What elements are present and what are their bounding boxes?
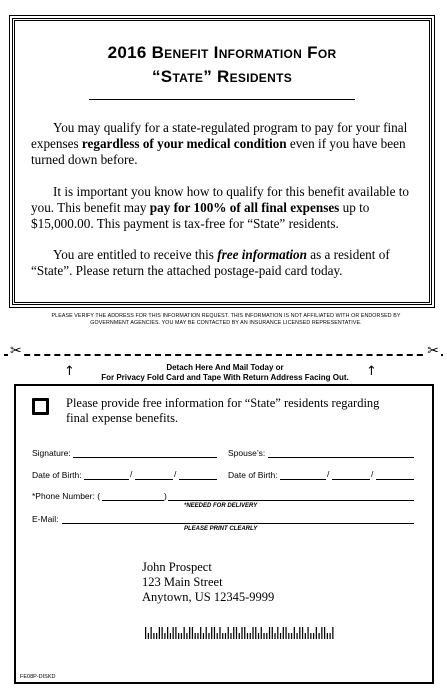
dob-month-field[interactable] <box>84 479 129 480</box>
scissors-icon: ✂ <box>10 344 22 359</box>
address-street: 123 Main Street <box>142 575 223 589</box>
barcode-bar <box>197 633 198 639</box>
barcode-bar <box>195 633 196 639</box>
barcode-bar <box>252 627 253 639</box>
notice-title <box>15 41 429 89</box>
paragraph-text-run: even if you have been turned down before. <box>31 136 406 167</box>
barcode-bar <box>233 627 234 639</box>
barcode-bar <box>263 633 264 639</box>
barcode-bar <box>170 633 171 639</box>
phone-paren: ) <box>164 491 167 501</box>
notice-paragraph-1 <box>31 120 415 168</box>
barcode-bar <box>239 633 240 639</box>
barcode-bar <box>327 633 328 639</box>
barcode-bar <box>283 627 284 639</box>
detach-instructions <box>80 363 370 383</box>
barcode-bar <box>250 633 251 639</box>
barcode-bar <box>219 627 220 639</box>
barcode-bar <box>305 633 306 639</box>
barcode-bar <box>184 627 185 639</box>
barcode-bar <box>192 627 193 639</box>
barcode-bar <box>214 627 215 639</box>
spouse-dob-day-field[interactable] <box>332 479 370 480</box>
barcode-bar <box>178 633 179 639</box>
barcode-bar <box>321 627 322 639</box>
signature-field[interactable] <box>73 457 217 458</box>
barcode-bar <box>225 633 226 639</box>
barcode-bar <box>206 627 207 639</box>
barcode-bar <box>217 633 218 639</box>
barcode-bar <box>162 627 163 639</box>
address-city: Anytown, US 12345-9999 <box>142 590 275 604</box>
phone-area-code-field[interactable] <box>102 500 164 501</box>
paragraph-text-run: It is important you know how to qualify for this benefit available to you. This benefit may <box>31 184 409 215</box>
card-intro-text: Please provide free information for “State” residents regarding final expense benefits. <box>66 396 380 425</box>
barcode-bar <box>203 633 204 639</box>
paragraph-text-run: regardless of your medical condition <box>81 136 287 151</box>
spouse-dob-year-field[interactable] <box>376 479 414 480</box>
arrow-up-icon: ↑ <box>366 364 377 379</box>
barcode-bar <box>272 627 273 639</box>
notice-title-line2: “State” Residents <box>152 67 292 86</box>
mailing-address <box>142 560 274 605</box>
dob-label: Date of Birth: <box>32 470 82 480</box>
dob-separator: / <box>174 469 177 479</box>
barcode-bar <box>236 627 237 639</box>
barcode-bar <box>285 627 286 639</box>
barcode-bar <box>307 627 308 639</box>
barcode-bar <box>145 627 146 639</box>
form-code: FE08P-DISKD <box>20 674 56 680</box>
barcode-bar <box>316 627 317 639</box>
dob-separator: / <box>371 469 374 479</box>
barcode-bar <box>291 633 292 639</box>
title-divider <box>89 99 355 100</box>
barcode-bar <box>173 627 174 639</box>
barcode-bar <box>269 627 270 639</box>
email-label: E-Mail: <box>32 514 59 524</box>
barcode-bar <box>244 627 245 639</box>
barcode-bar <box>318 633 319 639</box>
notice-paragraph-2 <box>31 184 415 232</box>
dob-day-field[interactable] <box>135 479 173 480</box>
barcode-bar <box>274 633 275 639</box>
barcode-bar <box>255 627 256 639</box>
reply-card <box>14 384 434 684</box>
paragraph-text-run: You may qualify for a state-regulated program to pay for your final expenses <box>31 120 408 151</box>
barcode-bar <box>200 627 201 639</box>
barcode-bar <box>156 633 157 639</box>
barcode-bar <box>302 627 303 639</box>
barcode-bar <box>211 627 212 639</box>
print-clearly-note: PLEASE PRINT CLEARLY <box>184 526 258 532</box>
barcode-bar <box>148 633 149 639</box>
paragraph-text-run: free information <box>217 247 307 262</box>
barcode-bar <box>164 633 165 639</box>
barcode-bar <box>167 627 168 639</box>
spouse-dob-month-field[interactable] <box>280 479 326 480</box>
email-field[interactable] <box>62 523 414 524</box>
paragraph-text-run: as a resident of “State”. Please return the attached postage-paid card today. <box>31 247 390 278</box>
notice-paragraph-3 <box>31 247 415 279</box>
detach-line-1: Detach Here And Mail Today or <box>166 363 284 372</box>
barcode-bar <box>261 627 262 639</box>
barcode-bar <box>247 633 248 639</box>
benefit-notice-box <box>12 18 432 305</box>
detach-line-2: For Privacy Fold Card and Tape With Return Address Facing Out. <box>101 373 349 382</box>
spouse-signature-field[interactable] <box>268 457 414 458</box>
barcode-bar <box>228 627 229 639</box>
paragraph-text-run: You are entitled to receive this <box>53 247 218 262</box>
barcode-bar <box>277 627 278 639</box>
notice-title-line1: 2016 Benefit Information For <box>107 43 337 62</box>
barcode-bar <box>324 627 325 639</box>
barcode-bar <box>266 633 267 639</box>
spouse-dob-label: Date of Birth: <box>228 470 278 480</box>
dob-separator: / <box>130 469 133 479</box>
barcode-bar <box>186 633 187 639</box>
needed-for-delivery-note: *NEEDED FOR DELIVERY <box>184 503 258 509</box>
barcode-bar <box>329 633 330 639</box>
postal-barcode <box>145 627 335 639</box>
paragraph-text-run: up to $15,000.00. This payment is tax-free for “State” residents. <box>31 200 370 231</box>
barcode-bar <box>332 627 333 639</box>
barcode-bar <box>294 627 295 639</box>
barcode-bar <box>159 627 160 639</box>
phone-label: *Phone Number: ( <box>32 491 101 501</box>
barcode-bar <box>280 633 281 639</box>
barcode-bar <box>241 627 242 639</box>
barcode-bar <box>175 627 176 639</box>
address-name: John Prospect <box>142 560 212 574</box>
barcode-bar <box>288 633 289 639</box>
barcode-bar <box>310 633 311 639</box>
dob-year-field[interactable] <box>179 479 217 480</box>
barcode-bar <box>296 633 297 639</box>
barcode-bar <box>258 633 259 639</box>
detach-cut-line <box>4 354 443 356</box>
barcode-bar <box>153 633 154 639</box>
paragraph-text-run: pay for 100% of all final expenses <box>149 200 340 215</box>
barcode-bar <box>208 633 209 639</box>
barcode-bar <box>230 633 231 639</box>
request-info-checkbox[interactable] <box>32 398 49 415</box>
barcode-bar <box>313 633 314 639</box>
barcode-bar <box>181 633 182 639</box>
dob-separator: / <box>327 469 330 479</box>
phone-number-field[interactable] <box>168 500 414 501</box>
spouse-label: Spouse’s: <box>228 448 266 458</box>
barcode-bar <box>222 633 223 639</box>
arrow-up-icon: ↑ <box>64 364 75 379</box>
disclaimer-text: PLEASE VERIFY THE ADDRESS FOR THIS INFORMATION REQUEST. THIS INFORMATION IS NOT AFFILIATED WITH OR ENDORSED BY GOVERNMENT AGENCIES. YOU MAY BE CONTACTED BY AN INSURANCE LICENSED REPRESENTATIVE. <box>51 313 401 326</box>
signature-label: Signature: <box>32 448 71 458</box>
barcode-bar <box>189 627 190 639</box>
barcode-bar <box>299 627 300 639</box>
barcode-bar <box>151 627 152 639</box>
scissors-icon: ✂ <box>427 344 439 359</box>
